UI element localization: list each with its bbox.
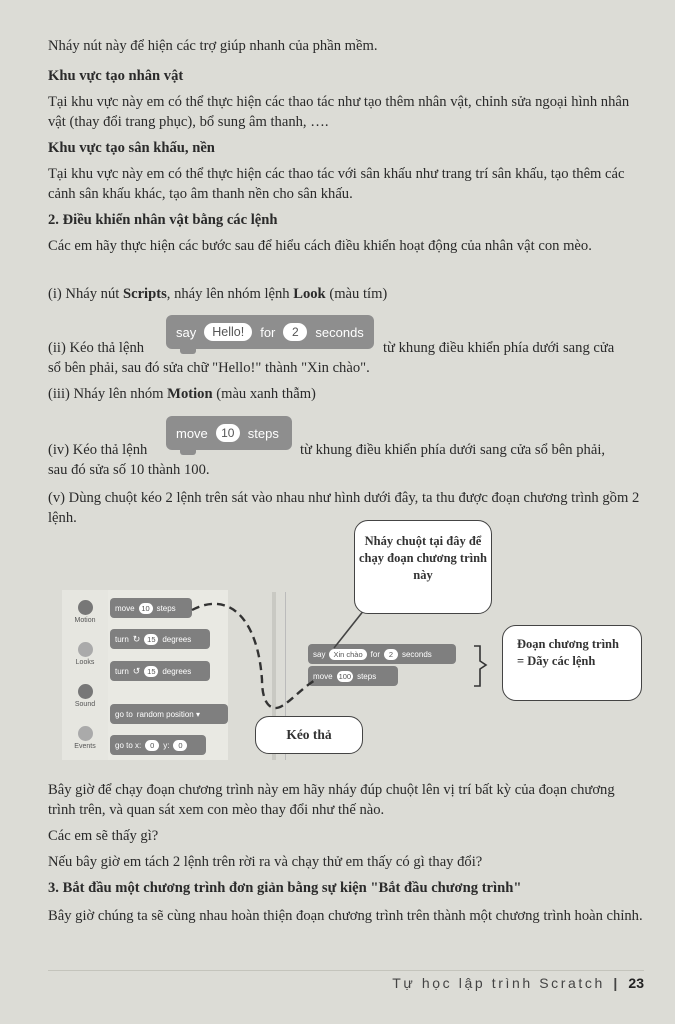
category-looks[interactable]: Looks	[62, 642, 108, 666]
rotate-right-icon: ↻	[132, 633, 141, 644]
callout-drag: Kéo thả	[255, 716, 363, 754]
step-2-lead: (ii) Kéo thả lệnh	[48, 340, 145, 356]
step-4-cont: sau đó sửa số 10 thành 100.	[48, 462, 210, 478]
paragraph-stage-area: Tại khu vực này em có thể thực hiện các thao tác với sân khấu như trang trí sân khấu, tạo thêm các cảnh sân khấu khác, tạo âm thanh nền cho sân khấu.	[48, 166, 625, 202]
palette-turn-left-block[interactable]: turn ↺ 15 degrees	[110, 661, 210, 681]
move-block-example: move 10 steps	[166, 416, 292, 450]
heading-character-area: Khu vực tạo nhân vật	[48, 68, 184, 84]
palette-goto-random-block[interactable]: go to random position ▾	[110, 704, 228, 724]
palette-goto-xy-block[interactable]: go to x: 0 y: 0	[110, 735, 206, 755]
category-motion[interactable]: Motion	[62, 600, 108, 624]
page-footer	[48, 970, 644, 997]
script-say-block[interactable]: say Xin chào for 2 seconds	[308, 644, 456, 664]
heading-section-2: 2. Điều khiển nhân vật bằng các lệnh	[48, 212, 278, 228]
step-4-tail: từ khung điều khiển phía dưới sang cửa sổ bên phải,	[300, 442, 606, 458]
step-2-cont: sổ bên phải, sau đó sửa chữ "Hello!" thành "Xin chào".	[48, 360, 370, 376]
palette-move-block[interactable]: move 10 steps	[110, 598, 192, 618]
heading-stage-area: Khu vực tạo sân khấu, nền	[48, 140, 215, 156]
book-title: Tự học lập trình Scratch	[392, 975, 605, 991]
paragraph-intro: Các em hãy thực hiện các bước sau để hiểu cách điều khiển hoạt động của nhân vật con mèo.	[48, 238, 592, 254]
paragraph-help: Nháy nút này để hiện các trợ giúp nhanh của phần mềm.	[48, 38, 378, 54]
callout-click-to-run: Nháy chuột tại đây để chạy đoạn chương trình này	[354, 520, 492, 614]
question-1: Các em sẽ thấy gì?	[48, 828, 159, 844]
heading-section-3: 3. Bắt đầu một chương trình đơn giản bằng sự kiện "Bắt đầu chương trình"	[48, 880, 522, 896]
step-4-lead: (iv) Kéo thả lệnh	[48, 442, 148, 458]
paragraph-end: Bây giờ chúng ta sẽ cùng nhau hoàn thiện đoạn chương trình trên thành một chương trình hoàn chỉnh.	[48, 908, 643, 924]
step-5: (v) Dùng chuột kéo 2 lệnh trên sát vào nhau như hình dưới đây, ta thu được đoạn chương trình gồm 2 lệnh.	[48, 490, 640, 526]
step-2-tail: từ khung điều khiển phía dưới sang cửa	[383, 340, 615, 356]
script-move-block[interactable]: move 100 steps	[308, 666, 398, 686]
category-sound[interactable]: Sound	[62, 684, 108, 708]
palette-turn-right-block[interactable]: turn ↻ 15 degrees	[110, 629, 210, 649]
question-2: Nếu bây giờ em tách 2 lệnh trên rời ra và chạy thử em thấy có gì thay đổi?	[48, 854, 483, 870]
footer-separator: |	[613, 975, 620, 991]
rotate-left-icon: ↺	[132, 665, 141, 676]
step-1: (i) Nháy nút Scripts, nháy lên nhóm lệnh Look (màu tím)	[48, 286, 388, 302]
page-number: 23	[628, 975, 644, 991]
category-events[interactable]: Events	[62, 726, 108, 750]
paragraph-run: Bây giờ để chạy đoạn chương trình này em hãy nháy đúp chuột lên vị trí bất kỳ của đoạn chương trình trên, và quan sát xem con mèo thay đổi như thế nào.	[48, 782, 615, 818]
paragraph-character-area: Tại khu vực này em có thể thực hiện các thao tác như tạo thêm nhân vật, chỉnh sửa ngoại hình nhân vật (thay đổi trang phục), bổ sung âm thanh, ….	[48, 94, 630, 130]
callout-program: Đoạn chương trình = Dãy các lệnh	[502, 625, 642, 701]
step-3: (iii) Nháy lên nhóm Motion (màu xanh thẫm)	[48, 386, 316, 402]
say-block-example: say Hello! for 2 seconds	[166, 315, 374, 349]
